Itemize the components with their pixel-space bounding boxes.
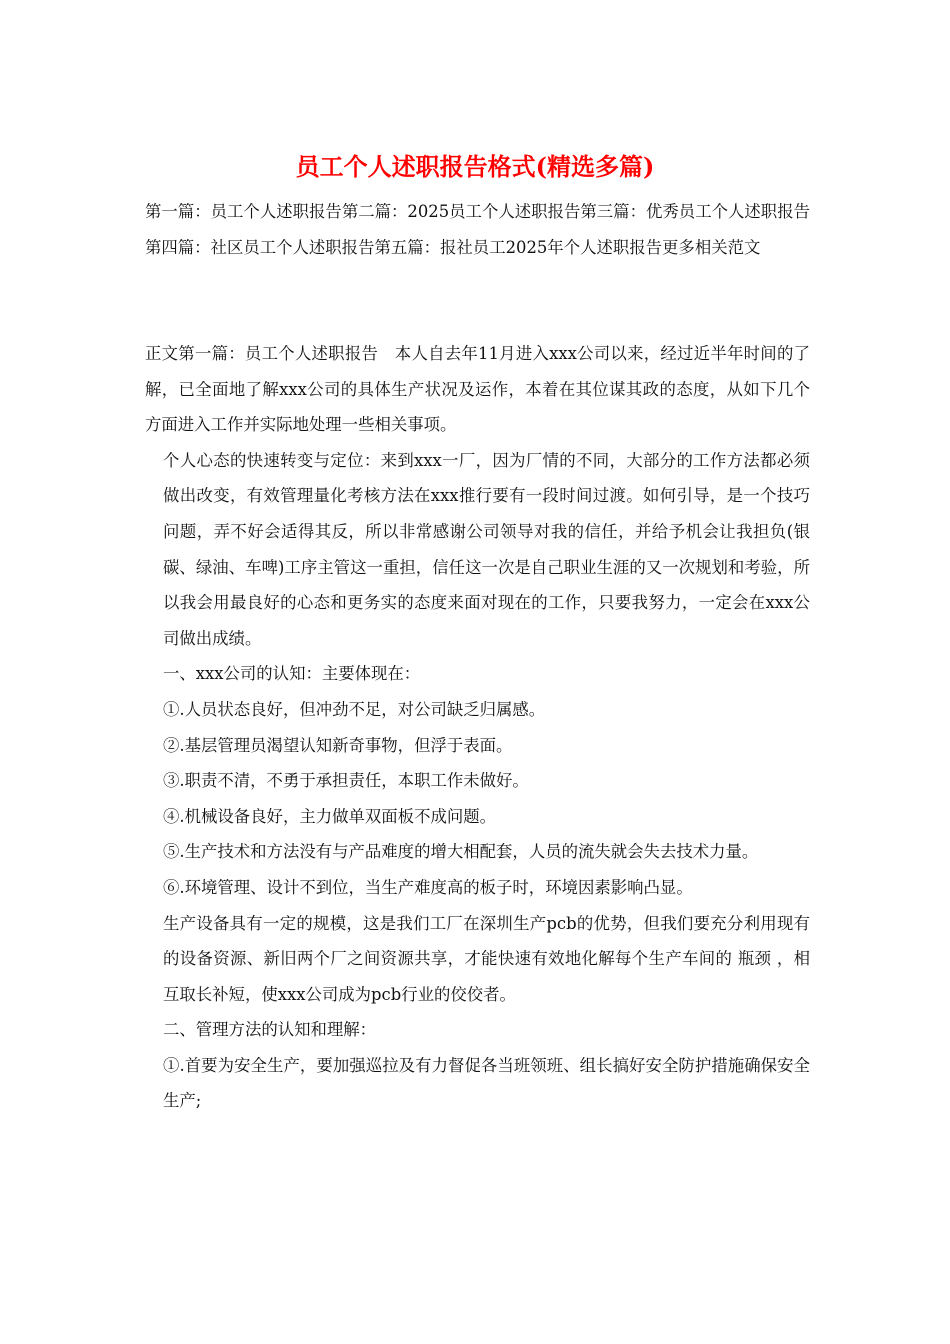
list-item: ②.基层管理员渴望认知新奇事物，但浮于表面。 [163,735,513,755]
list-item: ③.职责不清，不勇于承担责任，本职工作未做好。 [163,771,529,791]
list-item: ①.首要为安全生产，要加强巡拉及有力督促各当班领班、组长搞好安全防护措施确保安全生产; [163,1055,810,1111]
list-item: ①.人员状态良好，但冲劲不足，对公司缺乏归属感。 [163,699,546,719]
paragraph: 二、管理方法的认知和理解： [163,1020,377,1040]
paragraph: 生产设备具有一定的规模，这是我们工厂在深圳生产pcb的优势，但我们要充分利用现有的设备资源、新旧两个厂之间资源共享，才能快速有效地化解每个生产车间的 瓶颈 ，相互取长补短，使xxx公司成为pcb行业的佼佼者。 [163,913,810,1004]
list-item: ⑥.环境管理、设计不到位，当生产难度高的板子时，环境因素影响凸显。 [163,877,693,897]
document-body [145,336,810,1119]
paragraph: 一、xxx公司的认知：主要体现在： [163,664,421,684]
paragraph: 个人心态的快速转变与定位：来到xxx一厂，因为厂情的不同，大部分的工作方法都必须做出改变，有效管理量化考核方法在xxx推行要有一段时间过渡。如何引导，是一个技巧问题，弄不好会适得其反，所以非常感谢公司领导对我的信任，并给予机会让我担负(银碳、绿油、车啤)工序主管这一重担，信任这一次是自己职业生涯的又一次规划和考验，所以我会用最良好的心态和更务实的态度来面对现在的工作，只要我努力，一定会在xxx公司做出成绩。 [163,450,810,648]
paragraph: 正文第一篇：员工个人述职报告 本人自去年11月进入xxx公司以来，经过近半年时间的了解，已全面地了解xxx公司的具体生产状况及运作，本着在其位谋其政的态度，从如下几个方面进入工作并实际地处理一些相关事项。 [145,344,810,435]
document-title: 员工个人述职报告格式(精选多篇) [295,152,655,181]
list-item: ⑤.生产技术和方法没有与产品难度的增大相配套，人员的流失就会失去技术力量。 [163,842,759,862]
document-summary: 第一篇：员工个人述职报告第二篇：2025员工个人述职报告第三篇：优秀员工个人述职报告第四篇：社区员工个人述职报告第五篇：报社员工2025年个人述职报告更多相关范文 [145,202,810,257]
list-item: ④.机械设备良好，主力做单双面板不成问题。 [163,806,497,826]
